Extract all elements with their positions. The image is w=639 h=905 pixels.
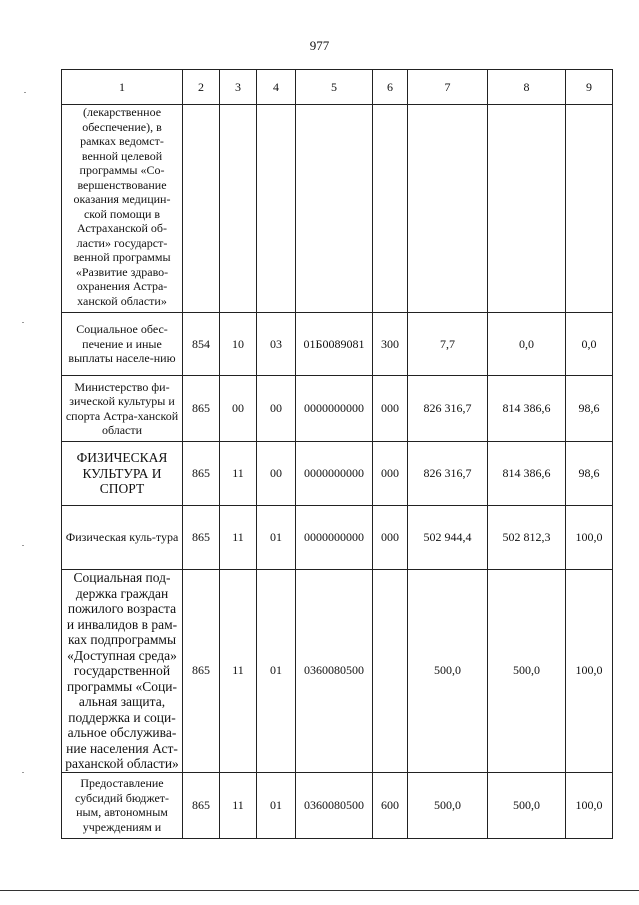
cell-section: 11 — [220, 570, 257, 773]
cell-plan: 502 944,4 — [408, 506, 488, 570]
cell-actual: 500,0 — [488, 570, 566, 773]
cell-expense-type: 000 — [373, 506, 408, 570]
column-header: 2 — [183, 70, 220, 105]
table-row — [62, 376, 613, 442]
cell-target-article: 0360080500 — [296, 570, 373, 773]
cell-actual — [488, 105, 566, 313]
cell-ministry-code: 865 — [183, 442, 220, 506]
header-row — [62, 70, 613, 105]
cell-plan: 826 316,7 — [408, 442, 488, 506]
column-header: 4 — [257, 70, 296, 105]
cell-ministry-code: 854 — [183, 313, 220, 376]
column-header: 9 — [566, 70, 613, 105]
cell-plan: 500,0 — [408, 570, 488, 773]
table-row — [62, 442, 613, 506]
cell-ministry-code: 865 — [183, 506, 220, 570]
cell-percent: 100,0 — [566, 506, 613, 570]
column-header: 5 — [296, 70, 373, 105]
cell-actual: 814 386,6 — [488, 442, 566, 506]
cell-percent: 100,0 — [566, 772, 613, 838]
row-description: (лекарственное обеспечение), в рамках ведомст-венной целевой программы «Со-вершенствование оказания медицин-ской помощи в Астраханской об-ласти» государст-венной программы «Развитие здраво-охранения Астра-ханской области» — [62, 105, 183, 313]
page-number: 977 — [309, 38, 330, 53]
column-header: 3 — [220, 70, 257, 105]
column-header: 1 — [62, 70, 183, 105]
row-description: Физическая куль-тура — [62, 506, 183, 570]
cell-expense-type — [373, 570, 408, 773]
table-row — [62, 105, 613, 313]
cell-ministry-code — [183, 105, 220, 313]
cell-target-article: 0000000000 — [296, 506, 373, 570]
cell-expense-type — [373, 105, 408, 313]
cell-plan: 7,7 — [408, 313, 488, 376]
column-header: 8 — [488, 70, 566, 105]
cell-subsection: 03 — [257, 313, 296, 376]
cell-plan: 826 316,7 — [408, 376, 488, 442]
cell-ministry-code: 865 — [183, 570, 220, 773]
cell-percent — [566, 105, 613, 313]
scan-speck — [22, 772, 24, 773]
cell-section: 11 — [220, 506, 257, 570]
cell-actual: 502 812,3 — [488, 506, 566, 570]
cell-target-article: 0360080500 — [296, 772, 373, 838]
cell-actual: 814 386,6 — [488, 376, 566, 442]
row-description: Министерство фи-зической культуры и спорта Астра-ханской области — [62, 376, 183, 442]
cell-expense-type: 000 — [373, 442, 408, 506]
table-row — [62, 570, 613, 773]
cell-plan — [408, 105, 488, 313]
scan-speck — [22, 545, 24, 546]
cell-expense-type: 300 — [373, 313, 408, 376]
cell-section: 11 — [220, 442, 257, 506]
scan-bottom-rule — [0, 890, 639, 891]
cell-expense-type: 600 — [373, 772, 408, 838]
row-description: ФИЗИЧЕСКАЯ КУЛЬТУРА И СПОРТ — [62, 442, 183, 506]
scan-speck — [22, 322, 24, 323]
cell-target-article — [296, 105, 373, 313]
row-description: Социальное обес-печение и иные выплаты населе-нию — [62, 313, 183, 376]
cell-subsection: 01 — [257, 506, 296, 570]
cell-percent: 0,0 — [566, 313, 613, 376]
column-header: 6 — [373, 70, 408, 105]
column-header: 7 — [408, 70, 488, 105]
cell-subsection: 00 — [257, 442, 296, 506]
cell-ministry-code: 865 — [183, 772, 220, 838]
cell-expense-type: 000 — [373, 376, 408, 442]
cell-subsection: 01 — [257, 772, 296, 838]
cell-percent: 100,0 — [566, 570, 613, 773]
cell-section: 00 — [220, 376, 257, 442]
budget-table — [61, 69, 613, 839]
table-row — [62, 506, 613, 570]
cell-ministry-code: 865 — [183, 376, 220, 442]
row-description: Социальная под-держка граждан пожилого возраста и инвалидов в рам-ках подпрограммы «Доступная среда» государственной программы «Соци-альная защита, поддержка и соци-альное обслужива-ние населения Аст-раханской области» — [62, 570, 183, 773]
cell-target-article: 0000000000 — [296, 442, 373, 506]
table-row — [62, 772, 613, 838]
scan-speck — [24, 92, 26, 93]
cell-subsection — [257, 105, 296, 313]
cell-actual: 500,0 — [488, 772, 566, 838]
cell-target-article: 0000000000 — [296, 376, 373, 442]
row-description: Предоставление субсидий бюджет-ным, автономным учреждениям и — [62, 772, 183, 838]
cell-percent: 98,6 — [566, 376, 613, 442]
cell-plan: 500,0 — [408, 772, 488, 838]
cell-actual: 0,0 — [488, 313, 566, 376]
cell-section — [220, 105, 257, 313]
cell-section: 10 — [220, 313, 257, 376]
cell-subsection: 00 — [257, 376, 296, 442]
cell-target-article: 01Б0089081 — [296, 313, 373, 376]
cell-percent: 98,6 — [566, 442, 613, 506]
cell-subsection: 01 — [257, 570, 296, 773]
table-row — [62, 313, 613, 376]
cell-section: 11 — [220, 772, 257, 838]
